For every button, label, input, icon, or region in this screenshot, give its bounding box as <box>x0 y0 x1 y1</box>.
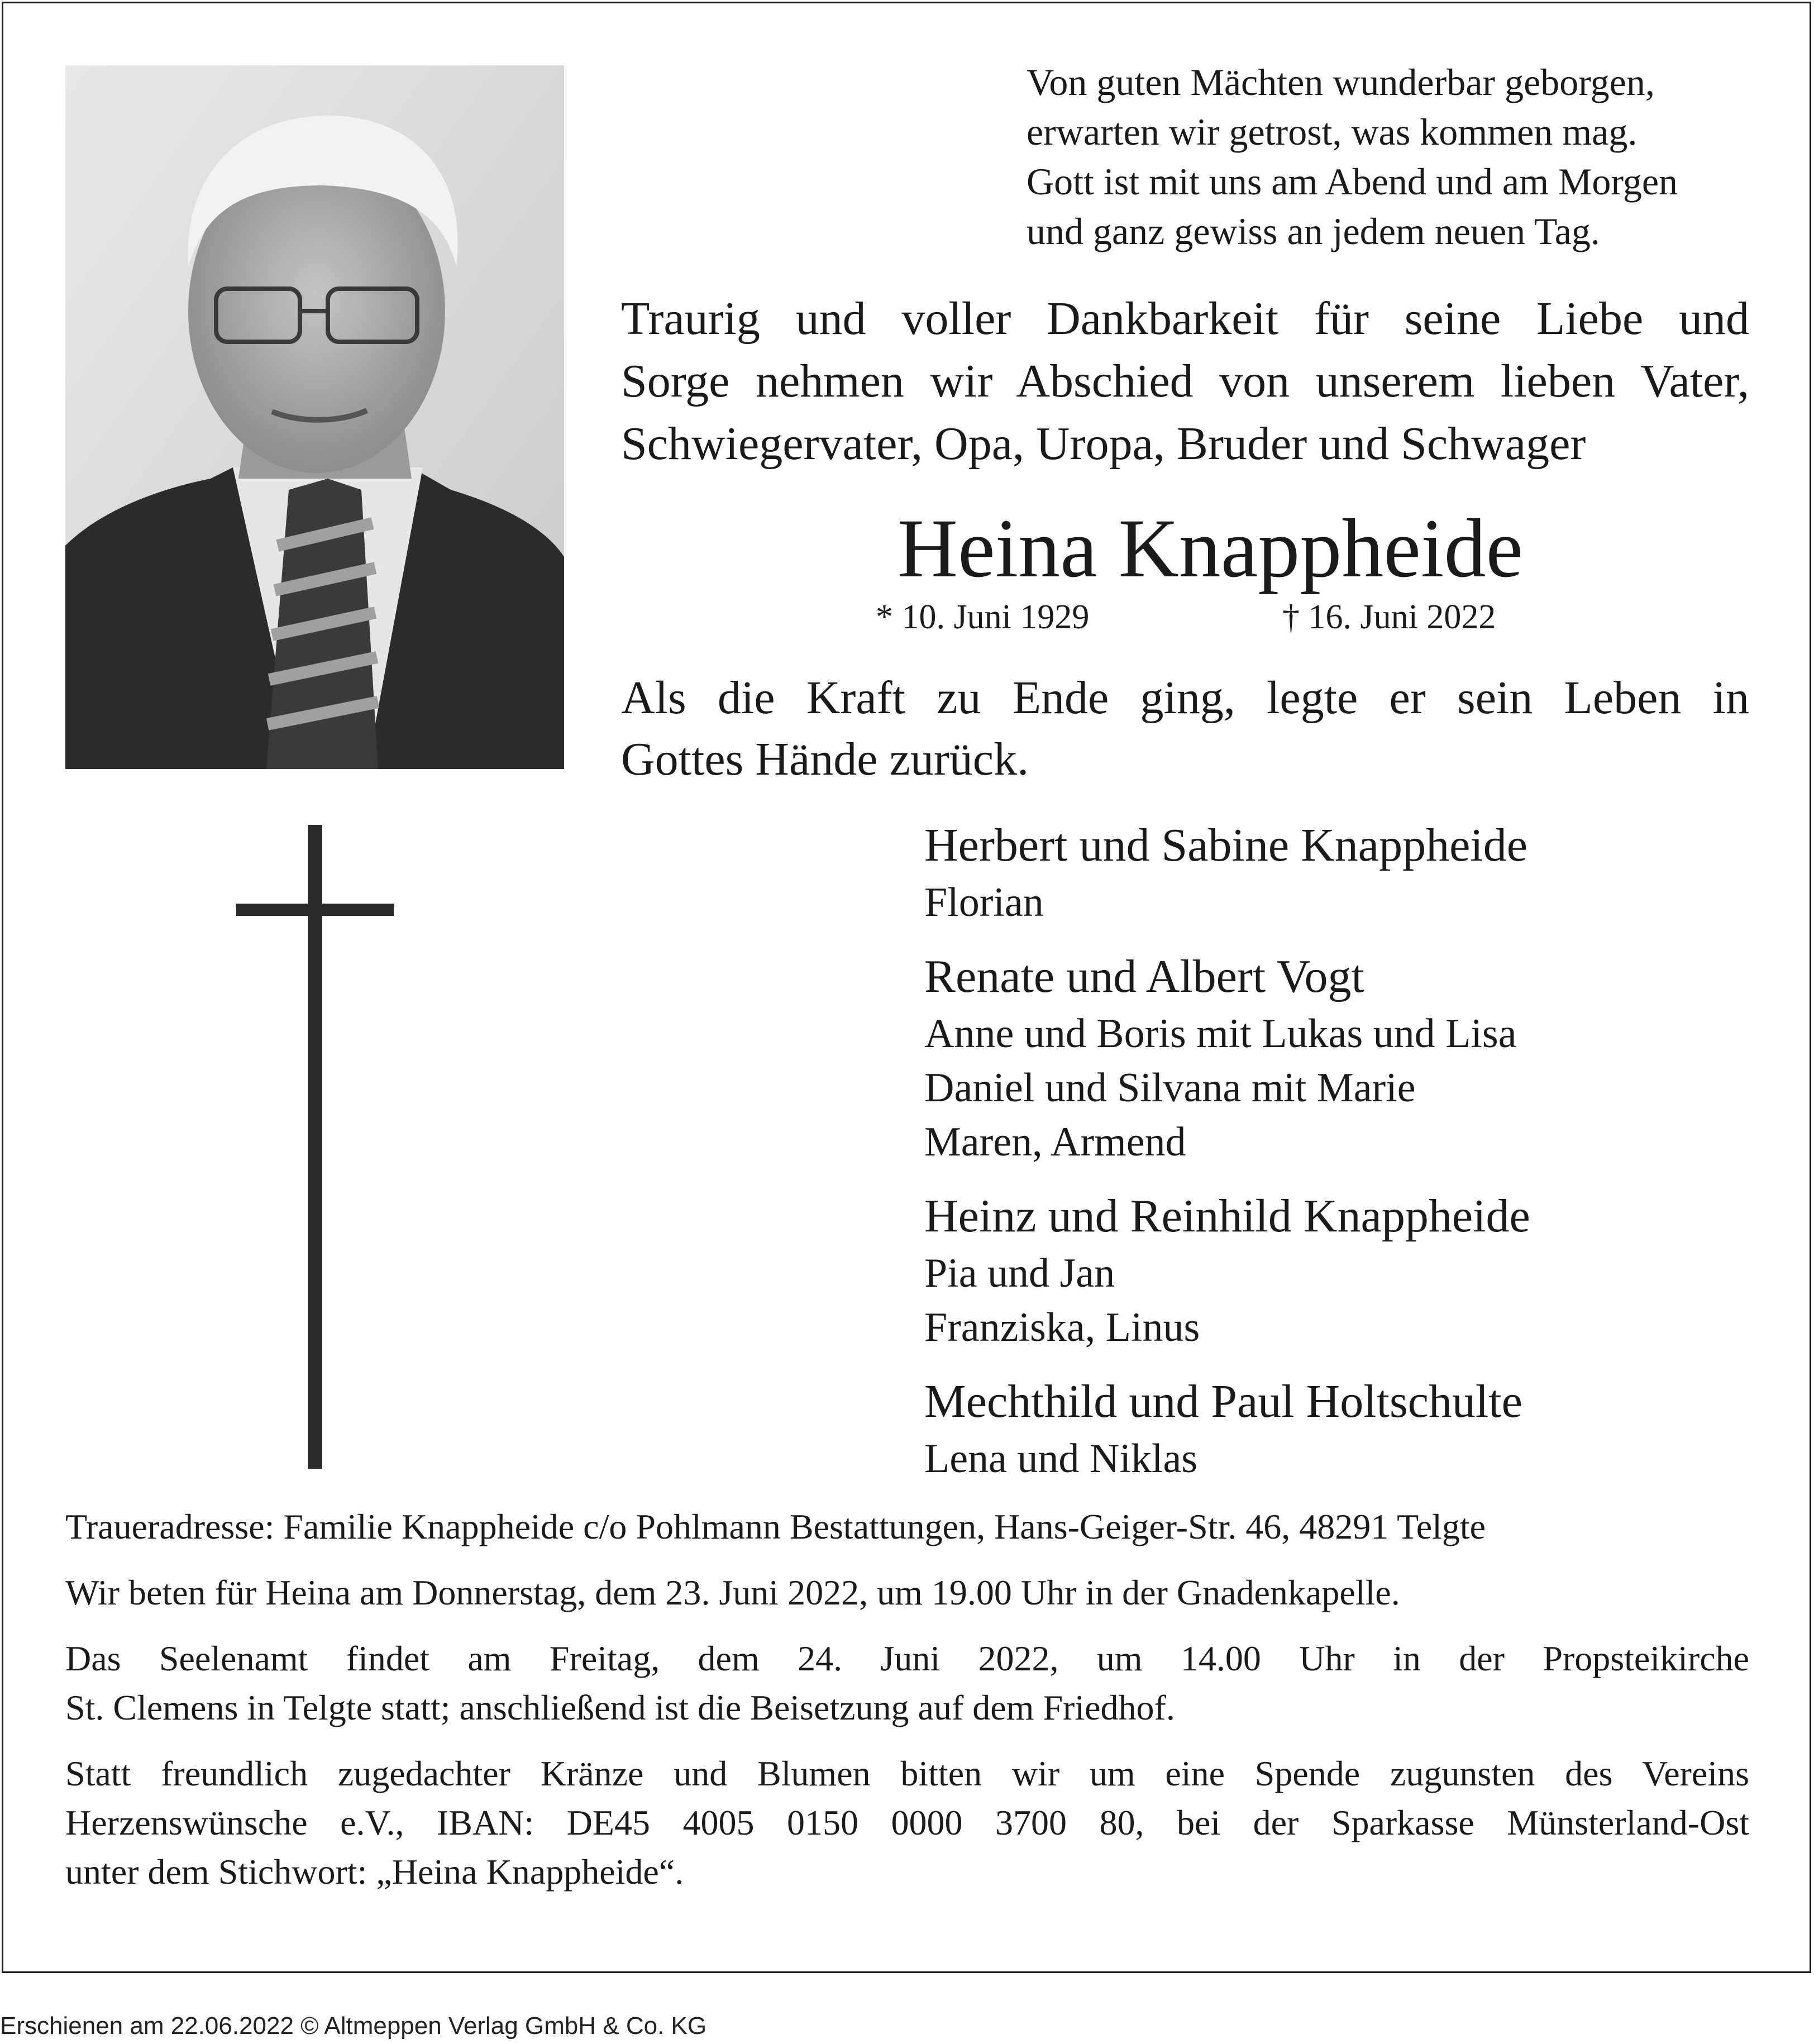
donation-notice <box>65 1749 1749 1897</box>
donation-line: unter dem Stichwort: „Heina Knappheide“. <box>65 1852 684 1892</box>
cross-icon <box>236 825 394 1469</box>
donation-line: Herzenswünsche e.V., IBAN: DE45 4005 0150 0000 3700 80, bei der Sparkasse Münsterland-Ost <box>65 1803 1749 1842</box>
family-member: Daniel und Silvana mit Marie <box>924 1065 1416 1111</box>
closing-text <box>621 667 1749 790</box>
birth-date: * 10. Juni 1929 <box>876 598 1090 636</box>
notices <box>65 1502 1749 1913</box>
requiem-line: Das Seelenamt findet am Freitag, dem 24. Juni 2022, um 14.00 Uhr in der Propsteikirche <box>65 1639 1749 1678</box>
intro-line: Sorge nehmen wir Abschied von unserem lieben Vater, <box>621 355 1749 407</box>
poem-line: erwarten wir getrost, was kommen mag. <box>1027 111 1638 153</box>
death-date: † 16. Juni 2022 <box>1282 598 1496 636</box>
address-line: Traueradresse: Familie Knappheide c/o Pohlmann Bestattungen, Hans-Geiger-Str. 46, 48291 Telgte <box>65 1507 1486 1546</box>
donation-line: Statt freundlich zugedachter Kränze und Blumen bitten wir um eine Spende zugunsten des Vereins <box>65 1754 1749 1793</box>
requiem-notice <box>65 1634 1749 1732</box>
family-head: Renate und Albert Vogt <box>924 951 1364 1002</box>
closing-line: Als die Kraft zu Ende ging, legte er sein Leben in <box>621 672 1749 724</box>
poem-line: Gott ist mit uns am Abend und am Morgen <box>1027 160 1678 203</box>
family-group <box>924 815 1751 930</box>
intro-line: Schwiegervater, Opa, Uropa, Bruder und Schwager <box>621 418 1586 470</box>
poem-line: und ganz gewiss an jedem neuen Tag. <box>1027 210 1600 252</box>
poem-line: Von guten Mächten wunderbar geborgen, <box>1027 61 1655 103</box>
family-group <box>924 947 1751 1169</box>
requiem-line: St. Clemens in Telgte statt; anschließend ist die Beisetzung auf dem Friedhof. <box>65 1688 1175 1727</box>
deceased-name: Heina Knappheide <box>897 502 1524 595</box>
prayer-notice <box>65 1568 1749 1617</box>
family-member: Franziska, Linus <box>924 1305 1200 1350</box>
family-member: Pia und Jan <box>924 1250 1115 1296</box>
family-member: Maren, Armend <box>924 1119 1186 1165</box>
family-head: Heinz und Reinhild Knappheide <box>924 1190 1530 1242</box>
family-group <box>924 1186 1751 1355</box>
family-member: Florian <box>924 880 1044 925</box>
family-list <box>924 815 1751 1503</box>
intro-line: Traurig und voller Dankbarkeit für seine Liebe und <box>621 293 1749 345</box>
intro-text <box>621 288 1749 475</box>
portrait-photo <box>65 65 564 769</box>
family-member: Anne und Boris mit Lukas und Lisa <box>924 1011 1517 1057</box>
family-head: Herbert und Sabine Knappheide <box>924 819 1527 871</box>
poem <box>1027 58 1753 256</box>
publication-credit: Erschienen am 22.06.2022 © Altmeppen Verlag GmbH & Co. KG <box>0 2012 707 2040</box>
family-member: Lena und Niklas <box>924 1436 1198 1482</box>
closing-line: Gottes Hände zurück. <box>621 733 1029 785</box>
family-group <box>924 1372 1751 1486</box>
mourning-address <box>65 1502 1749 1551</box>
family-head: Mechthild und Paul Holtschulte <box>924 1376 1522 1427</box>
prayer-line: Wir beten für Heina am Donnerstag, dem 23. Juni 2022, um 19.00 Uhr in der Gnadenkapelle. <box>65 1573 1400 1612</box>
